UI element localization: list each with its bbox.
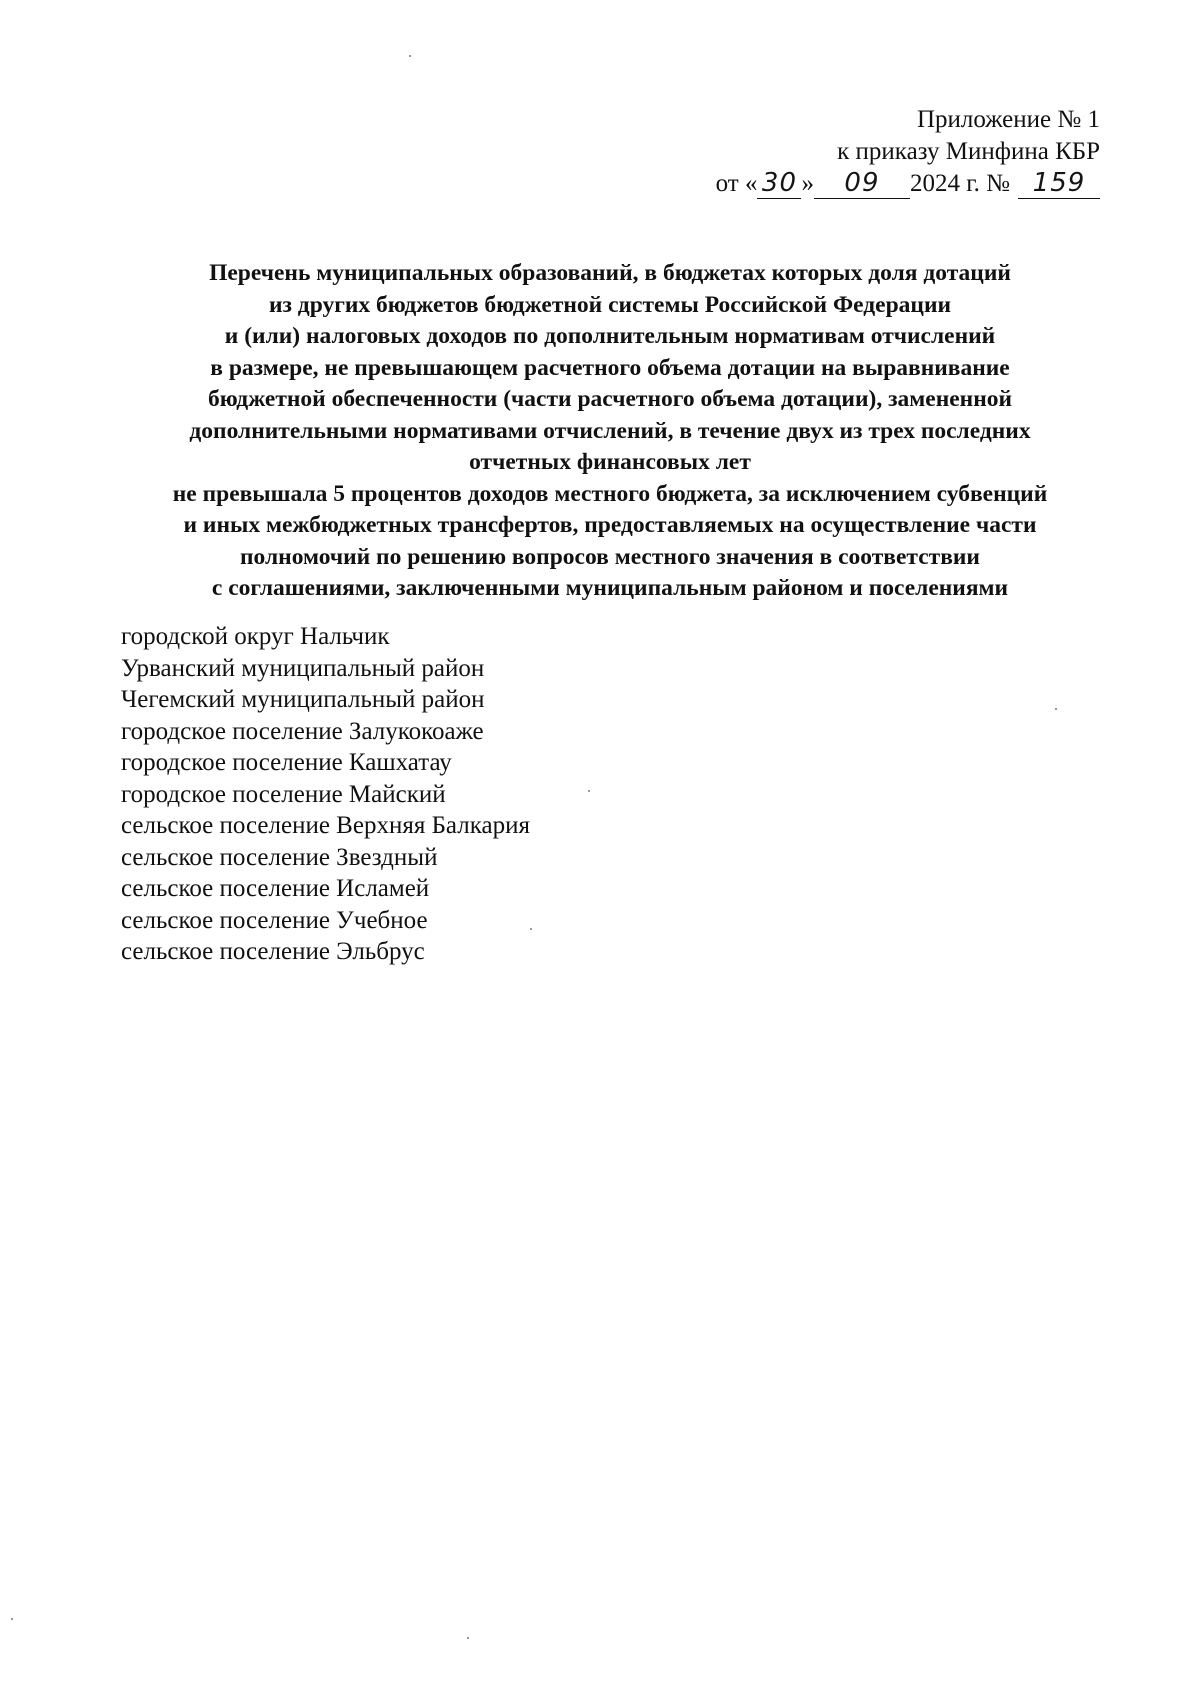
list-item: городской округ Нальчик [121,623,390,650]
date-quote-close: » [801,170,814,197]
title-line: дополнительными нормативами отчислений, в течение двух из трех последних [189,417,1031,444]
title-line: с соглашениями, заключенными муниципальным районом и поселениями [211,575,1009,601]
list-item: сельское поселение Звездный [121,843,438,871]
title-line: бюджетной обеспеченности (части расчетного объема дотации), замененной [207,386,1013,412]
scan-speck [467,1637,469,1639]
appendix-header [680,104,1100,200]
title-line: в размере, не превышающем расчетного объема дотации на выравнивание [210,354,1010,381]
date-year-and-number-label: 2024 г. № [909,170,1010,197]
title-line: отчетных финансовых лет [469,449,751,475]
scan-speck [409,55,411,57]
list-item: Урванский муниципальный район [121,654,485,682]
list-item: сельское поселение Верхняя Балкария [121,812,530,839]
title-line: Перечень муниципальных образований, в бюджетах которых доля дотаций [209,260,1011,286]
title-line: из других бюджетов бюджетной системы Российской Федерации [268,291,952,318]
scan-speck [11,1618,13,1620]
list-item: сельское поселение Учебное [121,906,428,934]
list-item: сельское поселение Эльбрус [121,938,425,965]
appendix-title: Приложение № 1 [916,106,1100,133]
appendix-order-reference: к приказу Минфина КБР [837,138,1100,165]
date-month-handwritten: 09 [814,168,910,199]
list-item: сельское поселение Исламей [121,875,430,902]
order-number-handwritten: 159 [1018,168,1100,199]
scan-speck [1055,708,1057,710]
date-day-handwritten: 30 [757,168,801,199]
scan-speck [530,928,532,930]
scan-speck [588,790,590,792]
title-line: и иных межбюджетных трансфертов, предоставляемых на осуществление части [183,512,1037,538]
title-line: полномочий по решению вопросов местного значения в соответствии [240,543,980,570]
date-prefix: от « [715,170,758,197]
appendix-date-line [680,168,1100,200]
list-item: Чегемский муниципальный район [121,686,485,713]
list-item: городское поселение Кашхатау [121,749,452,776]
document-title [130,258,1090,605]
municipality-list [121,621,530,968]
title-line: не превышала 5 процентов доходов местного бюджета, за исключением субвенций [172,480,1048,507]
title-line: и (или) налоговых доходов по дополнительным нормативам отчислений [224,323,996,349]
list-item: городское поселение Залукокоаже [121,717,484,745]
list-item: городское поселение Майский [121,780,446,808]
